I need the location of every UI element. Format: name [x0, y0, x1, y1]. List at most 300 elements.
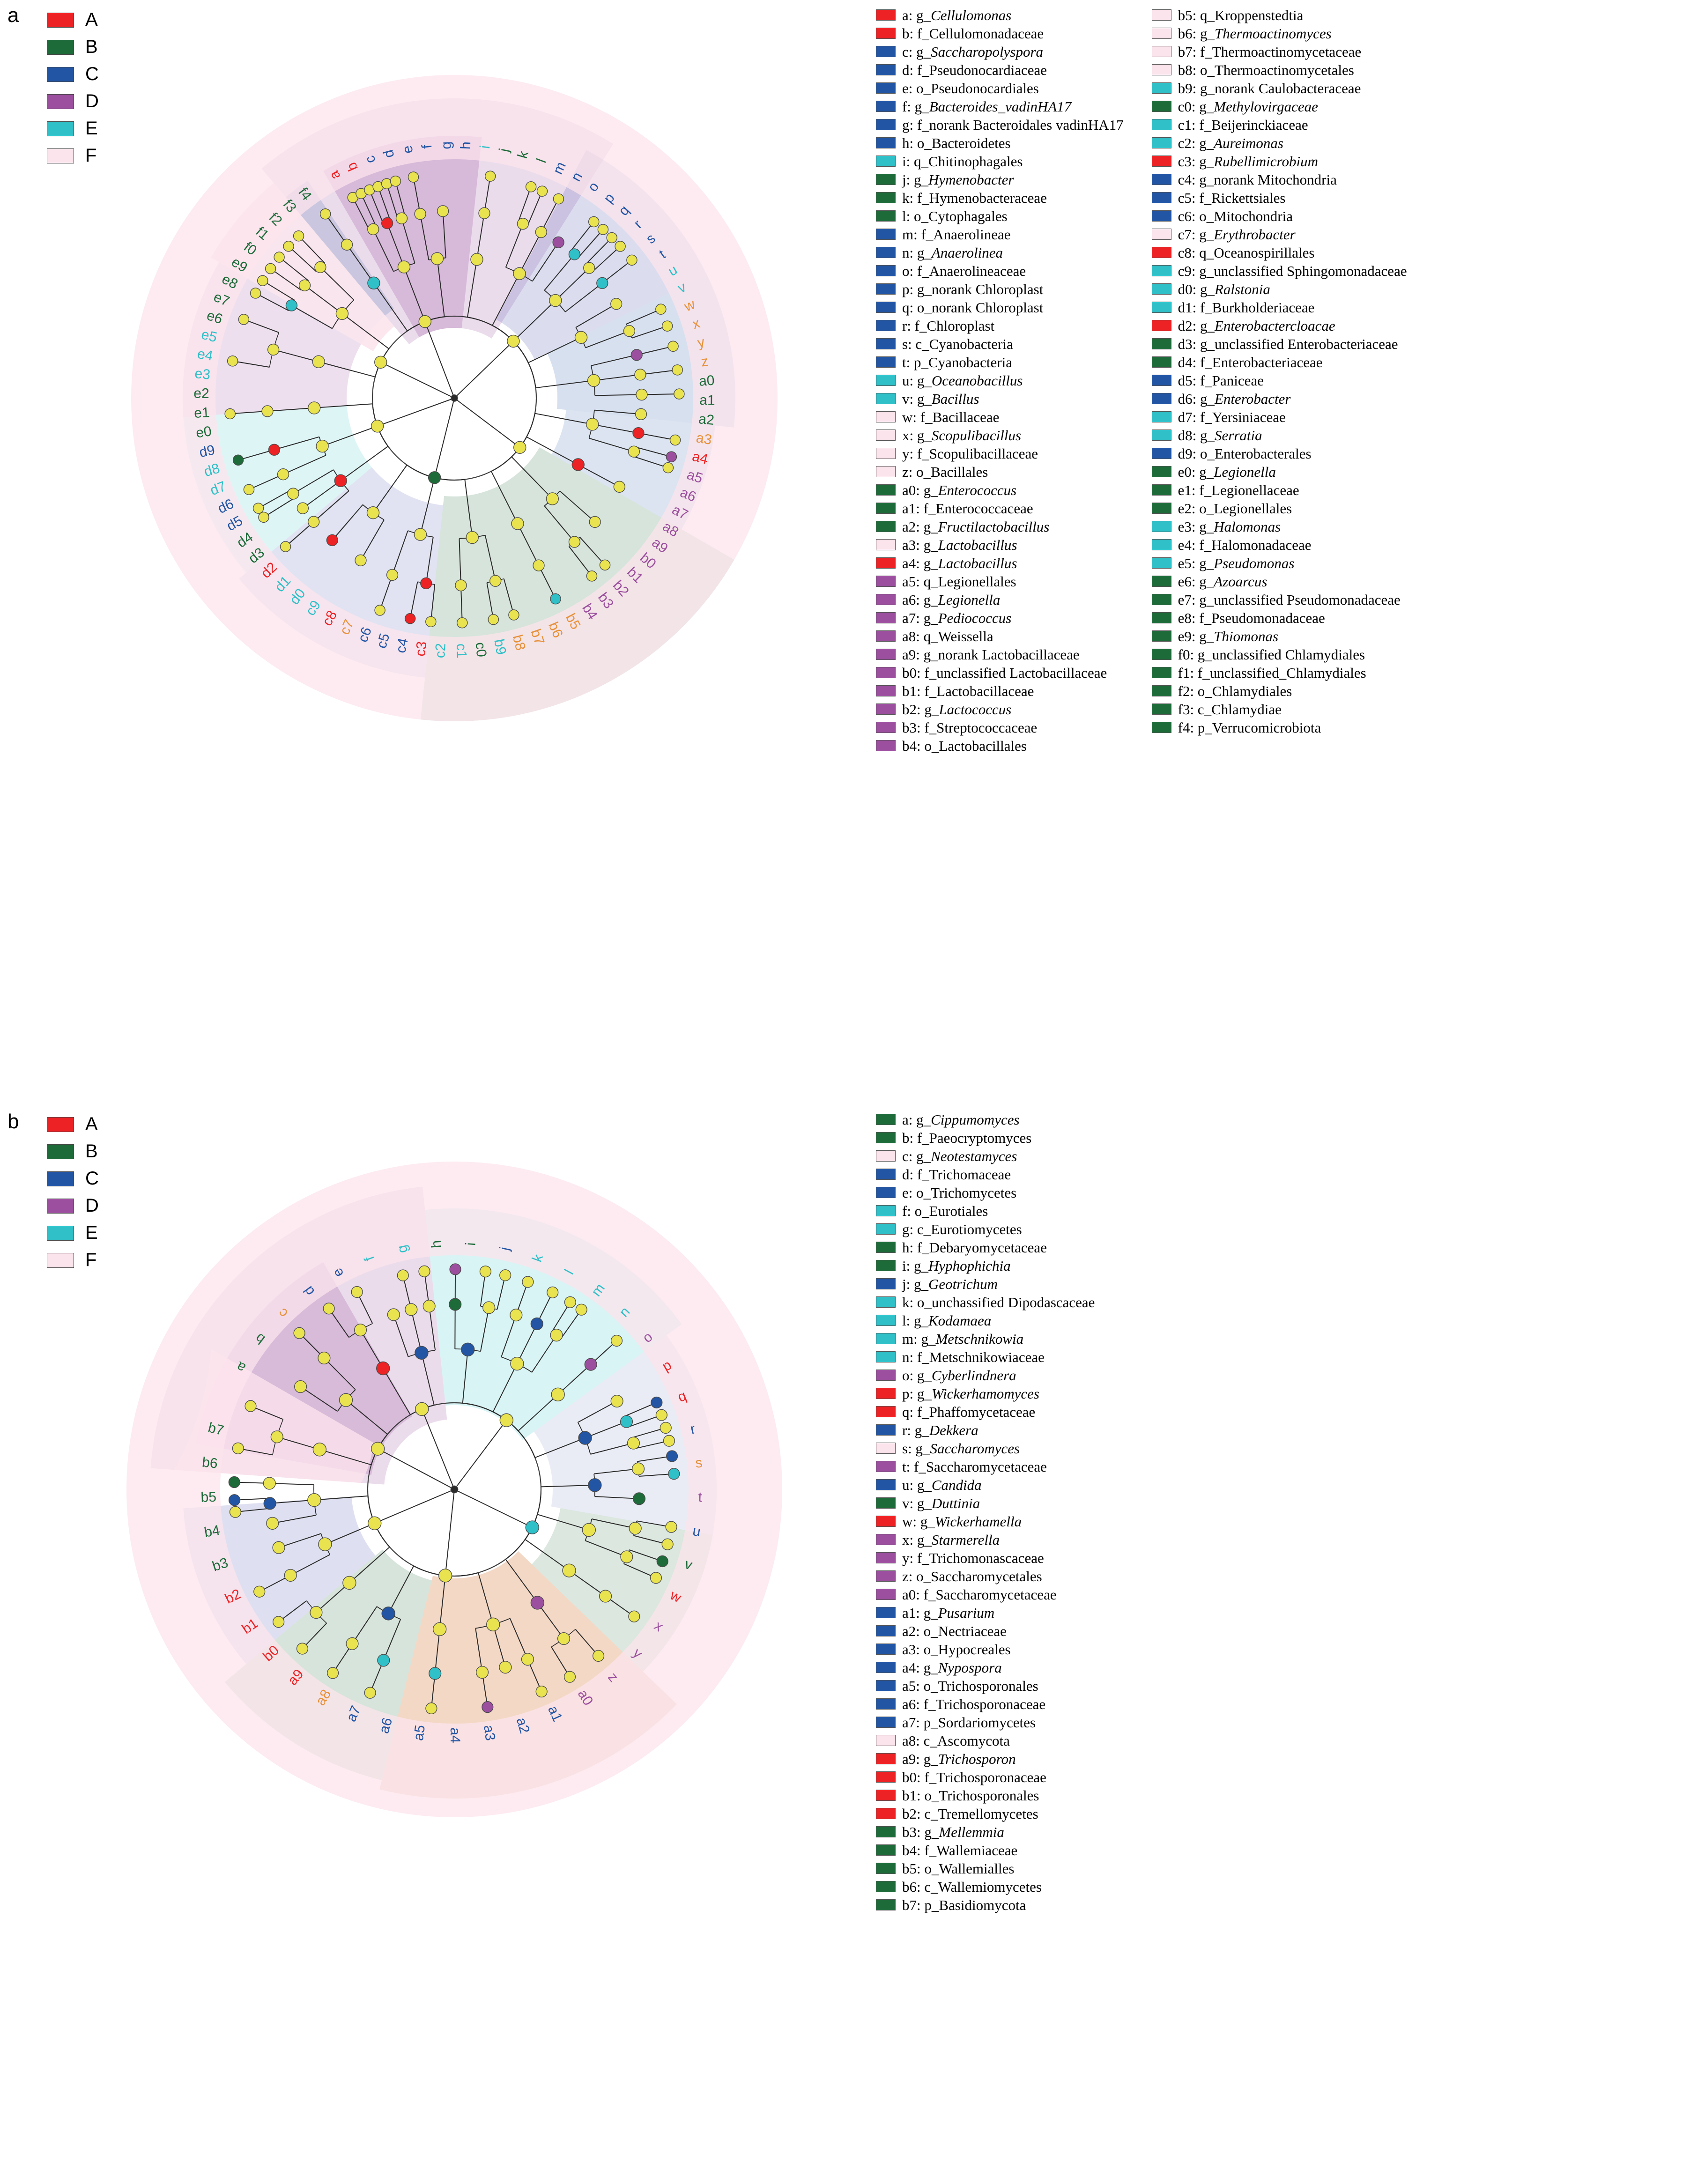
taxon-swatch — [1152, 137, 1171, 148]
taxon-legend-item — [1152, 682, 1407, 699]
taxon-swatch — [876, 1698, 896, 1710]
taxon-swatch — [876, 1114, 896, 1125]
leaf-node — [253, 503, 263, 513]
leaf-node — [553, 194, 563, 204]
taxon-label: a1: f_Enterococcaceae — [902, 500, 1033, 517]
taxon-label: f3: c_Chlamydiae — [1178, 701, 1282, 718]
taxon-label: d5: f_Paniceae — [1178, 372, 1264, 389]
branch-line — [269, 1483, 314, 1485]
taxon-legend-item — [876, 335, 1124, 352]
taxon-swatch — [876, 82, 896, 94]
clade-node — [326, 534, 338, 546]
taxon-label: t: p_Cyanobacteria — [902, 354, 1012, 370]
clade-node — [313, 1443, 326, 1456]
taxon-label: c0: g_Methylovirgaceae — [1178, 98, 1318, 115]
clade-code-label: c0 — [472, 641, 489, 658]
clade-node — [449, 1298, 461, 1310]
taxon-legend-item — [876, 1549, 1095, 1566]
leaf-node — [294, 231, 304, 241]
taxon-swatch — [876, 1150, 896, 1162]
leaf-node — [232, 1443, 244, 1454]
taxon-swatch — [876, 411, 896, 422]
clade-code-label: t — [656, 246, 668, 262]
clade-node — [382, 218, 393, 229]
taxon-swatch — [876, 667, 896, 678]
taxon-swatch — [1152, 265, 1171, 276]
taxon-swatch — [876, 1753, 896, 1764]
taxon-label: j: g_Geotrichum — [902, 1275, 998, 1292]
clade-node — [336, 307, 348, 319]
taxon-swatch — [876, 630, 896, 642]
taxon-label: d9: o_Enterobacterales — [1178, 445, 1312, 462]
clade-code-label: f — [362, 1254, 378, 1263]
taxon-swatch — [1152, 302, 1171, 313]
clade-node — [299, 280, 311, 291]
taxon-swatch — [876, 338, 896, 349]
taxon-legend-item — [876, 664, 1124, 681]
taxon-legend-item — [1152, 628, 1407, 644]
taxon-legend-item — [876, 500, 1124, 517]
taxon-label: k: o_unchassified Dipodascaceae — [902, 1294, 1095, 1310]
clade-code-label: c2 — [432, 643, 449, 659]
clade-node — [316, 440, 328, 452]
clade-code-label: a8 — [660, 518, 682, 540]
clade-node — [278, 469, 289, 480]
taxon-swatch — [876, 375, 896, 386]
taxon-label: b5: q_Kroppenstedtia — [1178, 7, 1304, 23]
taxon-swatch — [1152, 229, 1171, 240]
leaf-node — [586, 571, 597, 581]
group-label: D — [85, 1195, 99, 1216]
taxon-swatch — [876, 503, 896, 514]
taxon-legend-item — [876, 1604, 1095, 1621]
clade-code-label: a8 — [312, 1687, 334, 1709]
taxon-swatch — [1152, 356, 1171, 368]
taxon-swatch — [1152, 722, 1171, 733]
taxon-label: b0: f_unclassified Lactobacillaceae — [902, 664, 1107, 681]
leaf-node — [250, 288, 260, 298]
clade-code-label: c6 — [355, 625, 375, 644]
taxon-label: c5: f_Rickettsiales — [1178, 189, 1286, 206]
taxon-legend-item — [1152, 536, 1407, 553]
taxon-legend-item — [876, 1805, 1095, 1822]
clade-node — [269, 444, 280, 455]
taxon-swatch — [876, 1589, 896, 1600]
taxon-label: a: g_Cippumomyces — [902, 1111, 1020, 1128]
clade-node — [371, 1442, 385, 1455]
taxon-swatch — [876, 1899, 896, 1910]
leaf-node — [426, 1703, 437, 1714]
leaf-node — [651, 1397, 662, 1408]
taxon-label: w: g_Wickerhamella — [902, 1513, 1022, 1530]
taxon-legend-column-1 — [876, 1111, 1095, 1913]
clade-node — [273, 1541, 285, 1554]
clade-node — [268, 344, 279, 355]
taxon-legend-item — [876, 354, 1124, 370]
clade-code-label: c1 — [453, 643, 469, 659]
taxon-legend-item — [876, 153, 1124, 170]
taxon-label: a8: q_Weissella — [902, 628, 993, 644]
taxon-label: b2: c_Tremellomycetes — [902, 1805, 1038, 1822]
clade-code-label: e6 — [205, 307, 225, 327]
taxon-legend-item — [876, 116, 1124, 133]
leaf-node — [656, 304, 666, 314]
taxon-legend-item — [876, 189, 1124, 206]
taxon-label: y: f_Trichomonascaceae — [902, 1549, 1044, 1566]
taxon-legend-item — [876, 1878, 1095, 1895]
taxon-label: m: f_Anaerolineae — [902, 226, 1011, 243]
taxon-label: e5: g_Pseudomonas — [1178, 555, 1295, 571]
clade-node — [633, 1493, 645, 1505]
taxon-label: b: f_Paeocryptomyces — [902, 1129, 1032, 1146]
clade-node — [636, 408, 647, 420]
clade-node — [636, 389, 647, 400]
taxon-legend-item — [876, 536, 1124, 553]
taxon-swatch — [876, 393, 896, 404]
taxon-label: l: o_Cytophagales — [902, 207, 1008, 224]
leaf-node — [426, 616, 436, 627]
taxon-legend-item — [876, 1586, 1095, 1603]
taxon-legend-column-2 — [1152, 7, 1407, 736]
leaf-node — [589, 216, 599, 227]
clade-node — [563, 1564, 576, 1577]
taxon-legend-item — [876, 1476, 1095, 1493]
clade-node — [507, 335, 519, 347]
taxon-legend-item — [876, 1750, 1095, 1767]
clade-code-label: a2 — [513, 1716, 533, 1735]
taxon-swatch — [876, 722, 896, 733]
leaf-node — [258, 275, 268, 286]
leaf-node — [576, 1304, 587, 1315]
taxon-swatch — [876, 1388, 896, 1399]
clade-code-label: e5 — [200, 326, 219, 346]
clade-code-label: a5 — [685, 466, 705, 487]
taxon-legend-item — [1152, 500, 1407, 517]
taxon-label: w: f_Bacillaceae — [902, 408, 1000, 425]
taxon-legend-item — [876, 25, 1124, 42]
leaf-node — [600, 560, 610, 570]
taxon-swatch — [876, 101, 896, 112]
taxon-label: q: f_Phaffomycetaceae — [902, 1403, 1036, 1420]
taxon-legend-item — [876, 1641, 1095, 1658]
taxon-swatch — [876, 283, 896, 295]
taxon-legend-column-1 — [876, 7, 1124, 754]
taxon-swatch — [876, 1461, 896, 1472]
taxon-legend-item — [1152, 445, 1407, 462]
taxon-legend-item — [876, 1896, 1095, 1913]
taxon-swatch — [876, 1570, 896, 1582]
leaf-node — [397, 1270, 408, 1281]
leaf-node — [364, 1687, 376, 1698]
taxon-swatch — [1152, 557, 1171, 569]
taxon-legend-item — [876, 591, 1124, 608]
clade-node — [382, 1607, 395, 1620]
clade-code-label: g — [394, 1244, 411, 1255]
clade-code-label: a6 — [678, 484, 698, 505]
taxon-label: a3: o_Hypocreales — [902, 1641, 1011, 1658]
clade-code-label: b8 — [509, 633, 528, 652]
leaf-node — [281, 541, 291, 552]
branch-line — [422, 1409, 454, 1489]
taxon-legend-item — [876, 1714, 1095, 1731]
clade-code-label: u — [665, 262, 680, 280]
clade-node — [551, 1388, 564, 1401]
taxon-label: e2: o_Legionellales — [1178, 500, 1292, 517]
taxon-label: f4: p_Verrucomicrobiota — [1178, 719, 1321, 736]
taxon-swatch — [1152, 630, 1171, 642]
clade-node — [415, 1402, 429, 1415]
clade-code-label: b0 — [260, 1642, 282, 1665]
leaf-node — [228, 356, 238, 366]
leaf-node — [598, 224, 608, 235]
clade-code-label: b6 — [545, 620, 566, 640]
taxon-swatch — [876, 9, 896, 21]
clade-node — [433, 1622, 446, 1636]
clade-code-label: b5 — [562, 611, 584, 632]
leaf-node — [254, 1586, 265, 1597]
group-label: B — [85, 37, 98, 57]
leaf-node — [550, 594, 561, 604]
taxon-label: b1: o_Trichosporonales — [902, 1787, 1039, 1804]
leaf-node — [611, 1335, 623, 1347]
clade-node — [631, 349, 642, 361]
taxon-legend-item — [876, 555, 1124, 571]
clade-code-label: z — [700, 353, 710, 370]
taxon-swatch — [876, 1826, 896, 1837]
clade-code-label: e — [400, 144, 416, 155]
leaf-node — [229, 1477, 240, 1488]
leaf-node — [274, 252, 284, 262]
taxon-label: e4: f_Halomonadaceae — [1178, 536, 1312, 553]
clade-code-label: e — [329, 1266, 347, 1280]
taxon-label: k: f_Hymenobacteraceae — [902, 189, 1047, 206]
taxon-label: h: o_Bacteroidetes — [902, 134, 1011, 151]
taxon-legend-item — [1152, 317, 1407, 334]
clade-code-label: c9 — [303, 597, 324, 619]
taxon-swatch — [876, 521, 896, 532]
clade-code-label: b3 — [594, 590, 617, 612]
panel-b-label: b — [7, 1110, 19, 1133]
taxon-label: v: g_Bacillus — [902, 390, 979, 407]
taxon-label: r: f_Chloroplast — [902, 317, 995, 334]
taxon-label: d: f_Pseudonocardiaceae — [902, 61, 1047, 78]
clade-code-label: b4 — [203, 1522, 222, 1540]
clade-node — [611, 1395, 623, 1407]
clade-node — [588, 1479, 601, 1492]
clade-node — [267, 1517, 279, 1529]
clade-node — [531, 1318, 543, 1330]
leaf-node — [672, 365, 682, 375]
taxon-legend-item — [876, 262, 1124, 279]
clade-code-label: a1 — [545, 1703, 565, 1724]
leaf-node — [593, 1650, 604, 1661]
taxon-swatch — [876, 1370, 896, 1381]
taxon-label: c2: g_Aureimonas — [1178, 134, 1283, 151]
leaf-node — [230, 1506, 241, 1518]
leaf-node — [482, 1702, 493, 1713]
taxon-swatch — [1152, 192, 1171, 203]
leaf-node — [615, 241, 625, 252]
clade-node — [611, 298, 622, 310]
clade-node — [334, 474, 347, 487]
taxon-swatch — [876, 174, 896, 185]
taxon-swatch — [1152, 393, 1171, 404]
taxon-legend-item — [876, 1842, 1095, 1858]
taxon-swatch — [1152, 101, 1171, 112]
clade-node — [284, 1570, 296, 1582]
taxon-swatch — [1152, 521, 1171, 532]
taxon-legend-item — [1152, 481, 1407, 498]
clade-code-label: c7 — [337, 617, 357, 637]
leaf-node — [480, 1266, 491, 1277]
taxon-label: c9: g_unclassified Sphingomonadaceae — [1178, 262, 1407, 279]
taxon-swatch — [876, 1479, 896, 1490]
clade-node — [437, 206, 449, 217]
clade-node — [569, 536, 580, 548]
clade-code-label: a0 — [574, 1687, 596, 1709]
taxon-legend-item — [876, 244, 1124, 261]
taxon-swatch — [876, 557, 896, 569]
leaf-node — [320, 209, 331, 219]
taxon-label: z: o_Saccharomycetales — [902, 1568, 1042, 1584]
taxon-legend-item — [1152, 701, 1407, 718]
taxon-label: a9: g_norank Lactobacillaceae — [902, 646, 1080, 663]
taxon-label: c: g_Neotestamyces — [902, 1148, 1017, 1164]
taxon-label: e0: g_Legionella — [1178, 463, 1276, 480]
taxon-swatch — [876, 484, 896, 496]
clade-code-label: f — [419, 144, 435, 150]
taxon-label: a2: o_Nectriaceae — [902, 1622, 1007, 1639]
clade-node — [398, 261, 410, 273]
clade-node — [635, 369, 646, 380]
taxon-legend-item — [876, 646, 1124, 663]
clade-node — [355, 555, 366, 566]
taxon-legend-item — [876, 427, 1124, 444]
taxon-swatch — [1152, 576, 1171, 587]
taxon-label: a7: p_Sordariomycetes — [902, 1714, 1036, 1731]
taxon-legend-item — [1152, 609, 1407, 626]
clade-code-label: y — [696, 334, 706, 351]
clade-code-label: b2 — [222, 1586, 244, 1607]
taxon-label: d2: g_Enterobactercloacae — [1178, 317, 1335, 334]
clade-code-label: o — [640, 1329, 656, 1346]
taxon-legend-item — [1152, 354, 1407, 370]
taxon-swatch — [1152, 703, 1171, 715]
clade-node — [340, 1393, 353, 1407]
group-label: C — [85, 64, 99, 84]
taxon-label: c1: f_Beijerinckiaceae — [1178, 116, 1308, 133]
taxon-swatch — [1152, 612, 1171, 623]
clade-node — [522, 1653, 534, 1666]
taxon-legend-item — [876, 1111, 1095, 1128]
taxon-swatch — [1152, 28, 1171, 39]
taxon-swatch — [876, 1315, 896, 1326]
taxon-swatch — [1152, 539, 1171, 550]
taxon-label: g: f_norank Bacteroidales vadinHA17 — [902, 116, 1124, 133]
taxon-legend-item — [876, 207, 1124, 224]
taxon-legend-item — [1152, 7, 1407, 23]
taxon-label: b3: f_Streptococcaceae — [902, 719, 1038, 736]
clade-code-label: b1 — [239, 1615, 261, 1637]
leaf-node — [408, 172, 418, 182]
taxon-swatch — [876, 1260, 896, 1271]
taxon-legend-item — [876, 1823, 1095, 1840]
clade-node — [535, 227, 547, 238]
taxon-label: a3: g_Lactobacillus — [902, 536, 1017, 553]
taxon-swatch — [876, 1863, 896, 1874]
taxon-label: b8: o_Thermoactinomycetales — [1178, 61, 1354, 78]
taxon-swatch — [876, 1717, 896, 1728]
taxon-swatch — [876, 539, 896, 550]
taxon-swatch — [1152, 9, 1171, 21]
clade-code-label: a5 — [410, 1724, 429, 1742]
taxon-swatch — [1152, 503, 1171, 514]
leaf-node — [674, 389, 684, 399]
taxon-swatch — [1152, 338, 1171, 349]
leaf-node — [662, 1539, 673, 1550]
clade-node — [297, 503, 308, 514]
clade-node — [623, 326, 635, 337]
clade-node — [341, 239, 353, 250]
clade-node — [264, 1497, 276, 1510]
taxon-legend-item — [876, 43, 1124, 60]
clade-node — [575, 331, 587, 343]
leaf-node — [450, 1264, 461, 1275]
clade-code-label: f2 — [266, 209, 285, 229]
clade-code-label: k — [514, 149, 532, 161]
clade-node — [308, 1494, 321, 1507]
taxon-label: o: g_Cyberlindnera — [902, 1367, 1016, 1384]
leaf-node — [656, 1409, 667, 1421]
clade-code-label: l — [534, 156, 549, 165]
taxon-legend-item — [876, 1184, 1095, 1201]
clade-code-label: c3 — [412, 640, 430, 658]
clade-code-label: a — [234, 1358, 249, 1376]
taxon-label: e9: g_Thiomonas — [1178, 628, 1279, 644]
clade-node — [628, 446, 639, 457]
taxon-swatch — [876, 612, 896, 623]
clade-code-label: p — [600, 190, 618, 206]
taxon-label: z: o_Bacillales — [902, 463, 988, 480]
branch-line — [445, 1489, 454, 1576]
clade-code-label: c8 — [319, 608, 341, 629]
clade-code-label: b3 — [210, 1555, 230, 1575]
clade-code-label: d2 — [258, 559, 281, 582]
taxon-legend-item — [1152, 153, 1407, 170]
leaf-node — [225, 408, 235, 419]
taxon-legend-item — [876, 134, 1124, 151]
clade-node — [315, 262, 326, 273]
cladogram-a — [56, 0, 852, 796]
taxon-swatch — [876, 1406, 896, 1417]
leaf-node — [666, 1521, 677, 1533]
taxon-legend-item — [876, 1294, 1095, 1310]
clade-node — [415, 1346, 428, 1359]
taxon-legend-item — [876, 372, 1124, 389]
clade-node — [487, 1618, 500, 1631]
taxon-label: b6: g_Thermoactinomyces — [1178, 25, 1332, 42]
clade-node — [511, 518, 524, 530]
clade-code-label: d6 — [215, 496, 237, 517]
leaf-node — [238, 314, 249, 325]
clade-node — [466, 532, 478, 544]
leaf-node — [229, 1495, 240, 1506]
clade-node — [597, 278, 608, 289]
taxon-label: i: g_Hyphophichia — [902, 1257, 1011, 1274]
taxon-label: d8: g_Serratia — [1178, 427, 1262, 444]
taxon-legend-item — [876, 61, 1124, 78]
clade-node — [368, 277, 380, 289]
